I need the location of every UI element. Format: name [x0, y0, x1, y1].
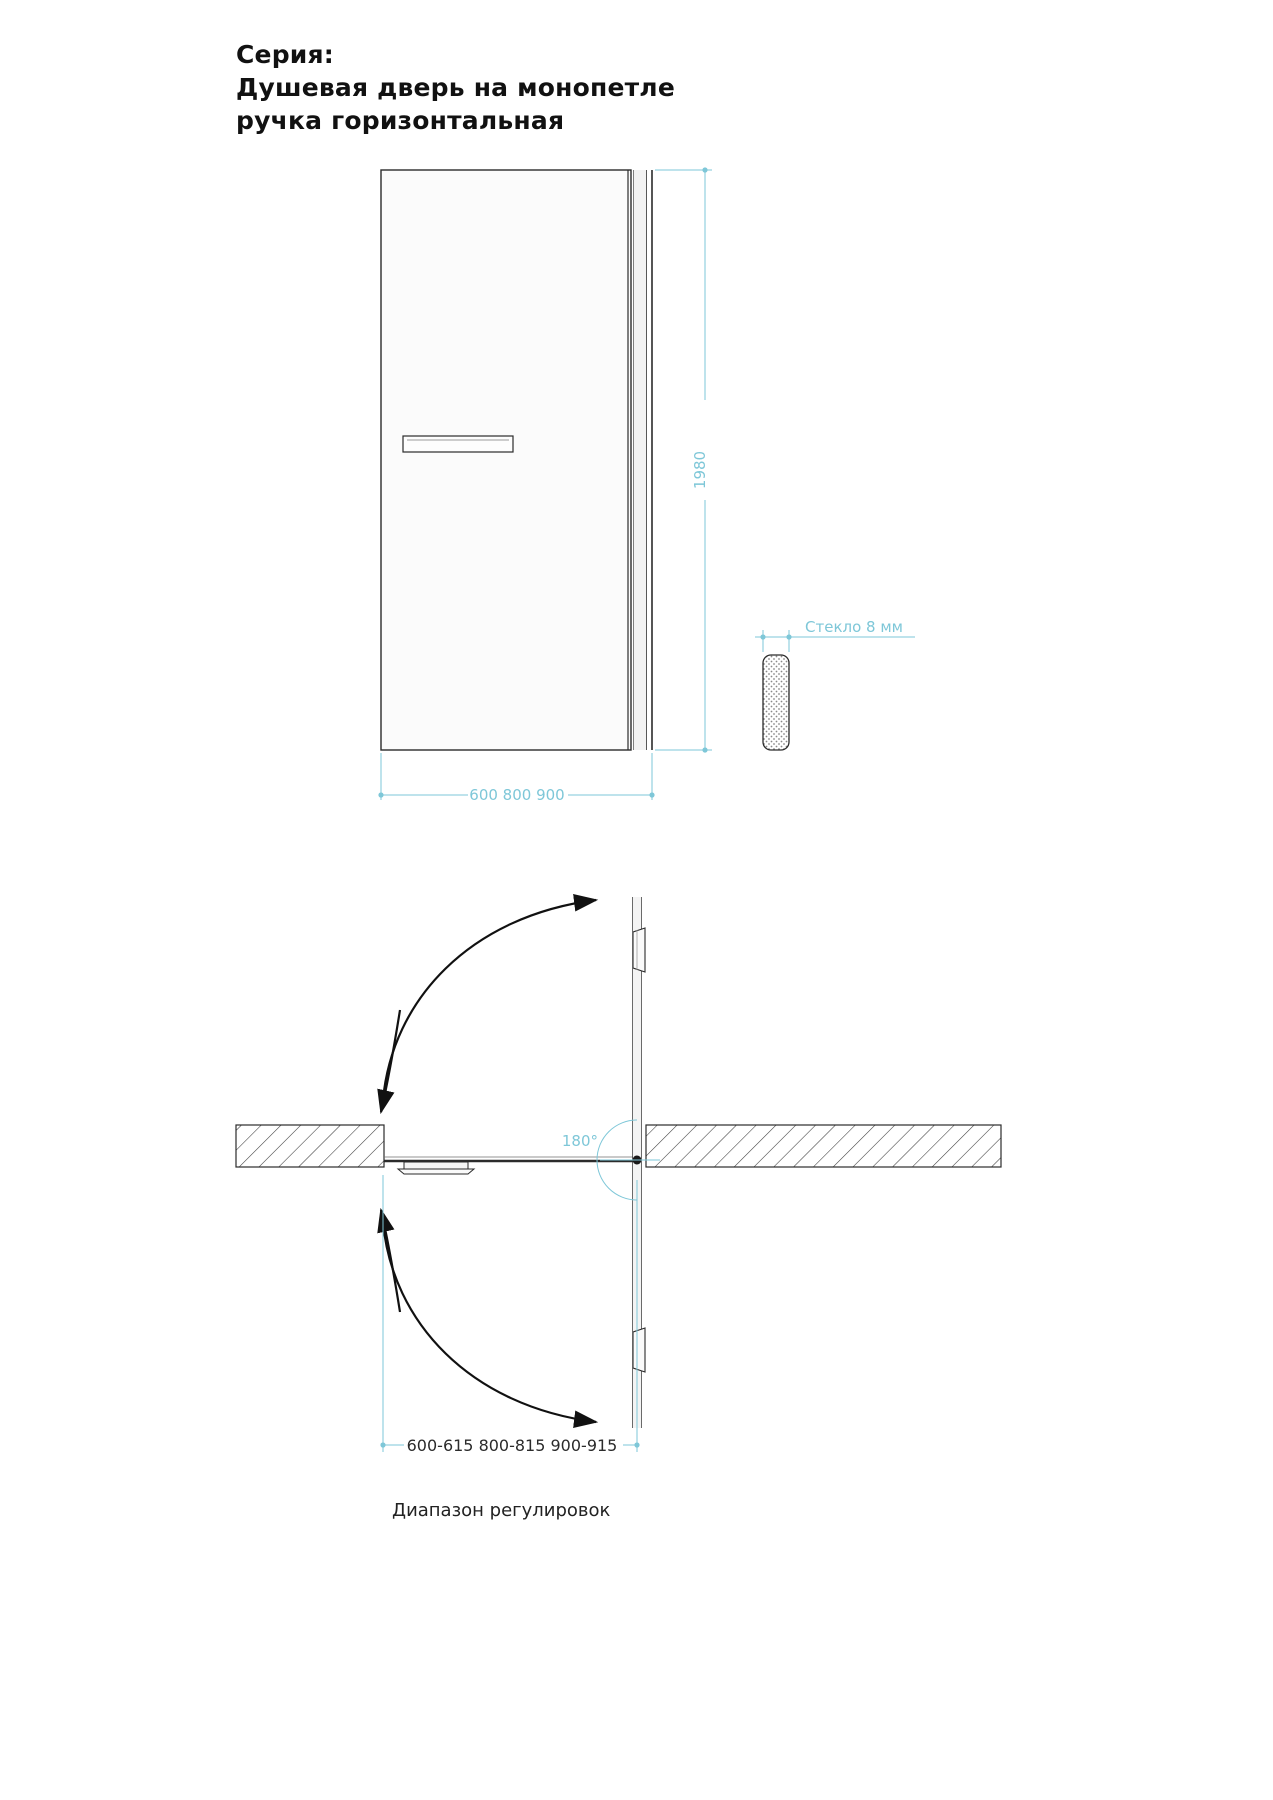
dimension-height	[655, 167, 712, 752]
series-label: Серия:	[236, 40, 334, 69]
dimension-adjust-range	[380, 1175, 639, 1455]
glass-thickness-detail	[755, 618, 915, 750]
swing-arc-up-return	[381, 1010, 400, 1112]
swing-arc-down-return	[381, 1210, 400, 1312]
door-handle	[403, 436, 513, 452]
door-handle-plan	[398, 1162, 474, 1174]
plan-view-caption: Диапазон регулировок	[392, 1500, 611, 1521]
angle-label: 180°	[561, 1132, 598, 1150]
glass-thickness-label: Стекло 8 мм	[805, 618, 903, 636]
swing-arc-down	[383, 1222, 596, 1422]
series-line-1: Душевая дверь на монопетле	[236, 73, 675, 102]
hinge-lower	[633, 1328, 645, 1372]
hinge-upper	[633, 928, 645, 972]
dimension-width-label: 600 800 900	[469, 786, 565, 804]
wall-left	[236, 1125, 384, 1167]
dimension-width	[378, 753, 654, 804]
dimension-adjust-range-label: 600-615 800-815 900-915	[406, 1436, 618, 1455]
wall-right	[646, 1125, 1001, 1167]
front-elevation-group	[378, 167, 712, 804]
glass-panel-front	[381, 170, 631, 750]
swing-arc-up	[383, 900, 596, 1100]
series-line-2: ручка горизонтальная	[236, 106, 565, 135]
glass-section	[763, 655, 789, 750]
plan-view-group	[236, 897, 1001, 1455]
dimension-height-label: 1980	[691, 450, 709, 490]
